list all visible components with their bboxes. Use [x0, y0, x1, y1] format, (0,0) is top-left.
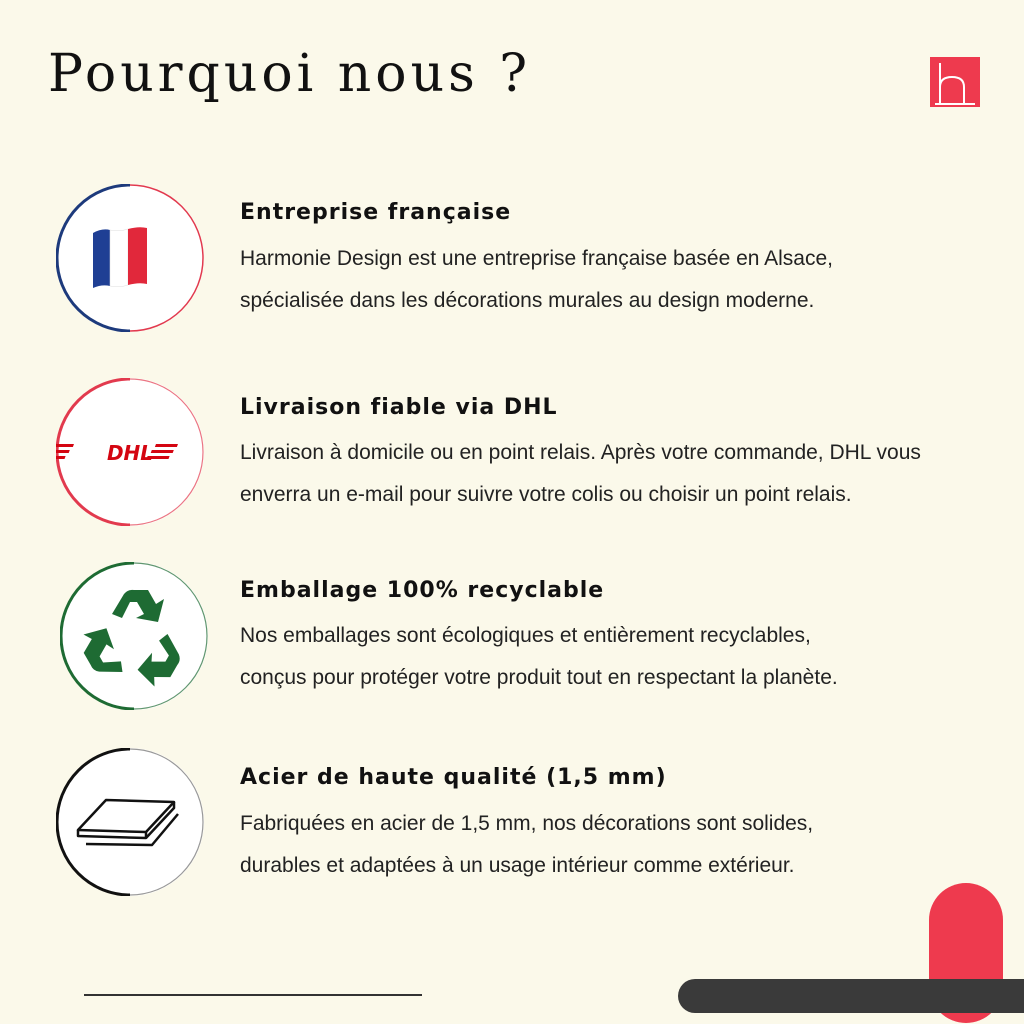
feature-description — [240, 615, 1000, 699]
feature-description-line: Harmonie Design est une entreprise française basée en Alsace, — [240, 247, 834, 270]
footer-divider — [84, 994, 422, 996]
feature-title: Entreprise française — [240, 200, 512, 225]
dhl-logo-icon — [56, 378, 204, 526]
feature-icon-circle — [56, 748, 204, 896]
feature-description-line: Nos emballages sont écologiques et entièrement recyclables, — [240, 624, 811, 647]
recycle-icon — [60, 562, 208, 710]
feature-title: Emballage 100% recyclable — [240, 578, 605, 603]
feature-description-line: Fabriquées en acier de 1,5 mm, nos décorations sont solides, — [240, 812, 814, 835]
feature-description — [240, 803, 1000, 887]
feature-description-line: enverra un e-mail pour suivre votre colis ou choisir un point relais. — [240, 483, 852, 506]
feature-description-line: Livraison à domicile ou en point relais. Après votre commande, DHL vous — [240, 441, 921, 464]
page-title: Pourquoi nous ? — [48, 44, 532, 104]
feature-icon-circle — [60, 562, 208, 710]
harmonie-logo-icon — [930, 57, 980, 107]
feature-description-line: spécialisée dans les décorations murales au design moderne. — [240, 289, 815, 312]
feature-description-line: conçus pour protéger votre produit tout en respectant la planète. — [240, 666, 838, 689]
dhl-logo-text: DHL — [106, 441, 154, 465]
feature-description-line: durables et adaptées à un usage intérieur comme extérieur. — [240, 854, 795, 877]
feature-icon-circle — [56, 378, 204, 526]
feature-title: Acier de haute qualité (1,5 mm) — [240, 765, 667, 790]
feature-icon-circle — [56, 184, 204, 332]
feature-description — [240, 432, 1000, 516]
decorative-dark-bar — [678, 979, 1024, 1013]
steel-sheet-icon — [56, 748, 204, 896]
feature-description — [240, 238, 1000, 322]
french-flag-icon — [56, 184, 204, 332]
feature-title: Livraison fiable via DHL — [240, 395, 558, 420]
